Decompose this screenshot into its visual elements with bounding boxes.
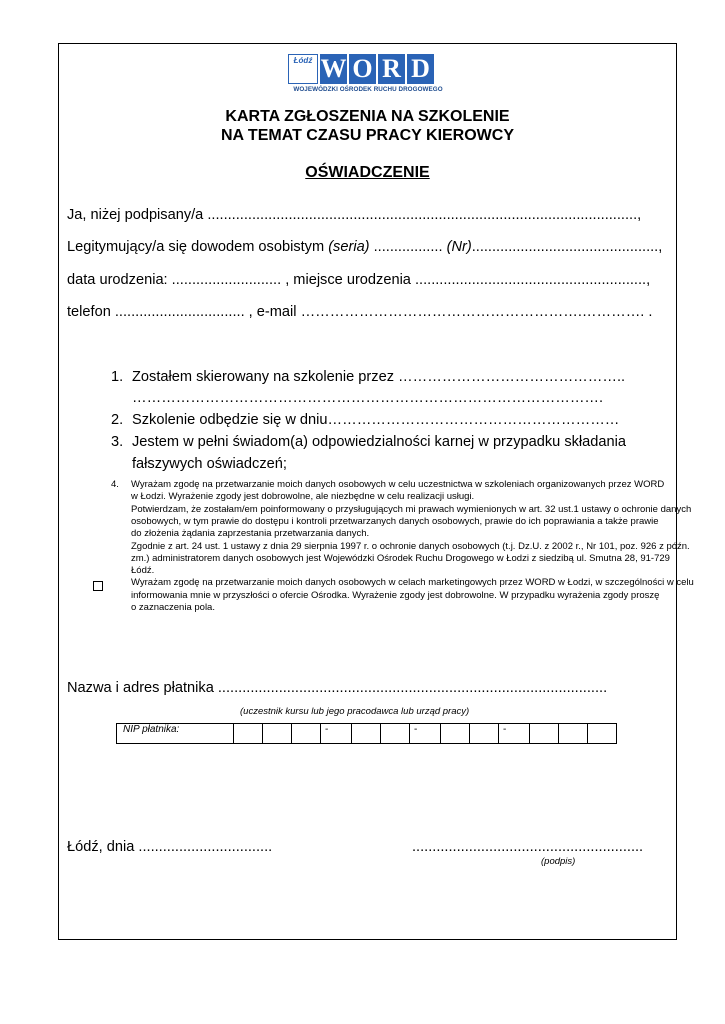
consent-line: w Łodzi. Wyrażenie zgody jest dobrowolne, ale niezbędne w celu realizacji usługi.: [131, 491, 475, 502]
nip-cell[interactable]: [234, 724, 263, 744]
id-label: Legitymujący/a się dowodem osobistym: [67, 239, 329, 255]
consent-line: osobowych, w tym prawie do dostępu i kontroli przetwarzanych danych osobowych, prawie do ich poprawiania a także prawie: [131, 516, 659, 527]
nip-separator: -: [410, 724, 441, 744]
place-date-field[interactable]: Łódź, dnia .................................: [67, 839, 273, 855]
id-nr-label: (Nr): [446, 239, 472, 255]
list-num-3: 3.: [111, 434, 124, 450]
logo-letters: [318, 54, 434, 84]
nip-label: NIP płatnika:: [117, 724, 234, 744]
list-item-1[interactable]: Zostałem skierowany na szkolenie przez ………………………………………..: [132, 369, 626, 385]
city-emblem: Łódź: [288, 54, 318, 84]
marketing-consent-checkbox[interactable]: [93, 581, 103, 591]
nip-table: [116, 723, 617, 744]
nip-cell[interactable]: [352, 724, 381, 744]
consent-line: Wyrażam zgodę na przetwarzanie moich danych osobowych w celach marketingowych przez WORD w Łodzi, w szczególności w celu: [131, 577, 694, 588]
form-title-line1: KARTA ZGŁOSZENIA NA SZKOLENIE: [225, 108, 510, 125]
logo-subtitle: WOJEWÓDZKI OŚRODEK RUCHU DROGOWEGO: [293, 86, 443, 93]
id-document-field[interactable]: [67, 239, 662, 255]
nip-cell[interactable]: [559, 724, 588, 744]
consent-line: zm.) administratorem danych osobowych jest Wojewódzki Ośrodek Ruchu Drogowego w Łodzi z siedzibą ul. Smutna 28, 91-729: [131, 553, 670, 564]
nip-cell[interactable]: [381, 724, 410, 744]
nip-separator: -: [499, 724, 530, 744]
consent-line: o zaznaczenia pola.: [131, 602, 215, 613]
consent-line: Łódź.: [131, 565, 155, 576]
list-num-1: 1.: [111, 369, 124, 385]
nip-cell[interactable]: [470, 724, 499, 744]
consent-line: informowania mnie w przyszłości o ofercie Ośrodka. Wyrażenie zgody jest dobrowolne. W przypadku wyrażenia zgody proszę: [131, 590, 660, 601]
id-seria-blank: .................: [369, 239, 447, 255]
payer-note: (uczestnik kursu lub jego pracodawca lub urząd pracy): [240, 706, 470, 717]
nip-cell[interactable]: [292, 724, 321, 744]
signature-line[interactable]: .........................................................: [412, 839, 644, 855]
logo-letter: W: [318, 54, 347, 84]
nip-cell[interactable]: [588, 724, 617, 744]
list-item-3: Jestem w pełni świadom(a) odpowiedzialności karnej w przypadku składania: [132, 434, 626, 450]
payer-name-field[interactable]: Nazwa i adres płatnika ................................................................................................: [67, 680, 608, 696]
id-seria-label: (seria): [328, 239, 370, 255]
name-field[interactable]: Ja, niżej podpisany/a ..........................................................................................................,: [67, 207, 642, 223]
nip-cell[interactable]: [263, 724, 292, 744]
list-item-3-cont: fałszywych oświadczeń;: [132, 456, 287, 472]
consent-num: 4.: [111, 479, 119, 490]
nip-cell[interactable]: [530, 724, 559, 744]
list-item-2[interactable]: Szkolenie odbędzie się w dniu……………………………………………………: [132, 412, 620, 428]
consent-line: do złożenia żądania zaprzestania przetwarzania danych.: [131, 528, 370, 539]
logo-letter: R: [376, 54, 405, 84]
contact-field[interactable]: telefon ................................ , e-mail ………………………………………………….…………. .: [67, 304, 653, 320]
consent-line: Zgodnie z art. 24 ust. 1 ustawy z dnia 29 sierpnia 1997 r. o ochronie danych osobowych (t.j. Dz.U. z 2002 r., Nr 101, poz. 926 z późn.: [131, 541, 690, 552]
nip-separator: -: [321, 724, 352, 744]
birth-field[interactable]: data urodzenia: ........................... , miejsce urodzenia .........................................................,: [67, 272, 651, 288]
logo-letter: D: [405, 54, 434, 84]
nip-cell[interactable]: [441, 724, 470, 744]
declaration-heading: OŚWIADCZENIE: [305, 164, 430, 181]
signature-label: (podpis): [541, 856, 576, 867]
word-logo: [288, 54, 448, 94]
consent-line: Wyrażam zgodę na przetwarzanie moich danych osobowych w celu uczestnictwa w szkoleniach organizowanych przez WORD: [131, 479, 665, 490]
logo-letter: O: [347, 54, 376, 84]
consent-line: Potwierdzam, że zostałam/em poinformowany o przysługujących mi prawach wymienionych w art. 32 ust.1 ustawy o ochronie danych: [131, 504, 692, 515]
form-title-line2: NA TEMAT CZASU PRACY KIEROWCY: [220, 127, 515, 144]
list-num-2: 2.: [111, 412, 124, 428]
id-nr-blank: ..............................................,: [471, 239, 663, 255]
list-item-1-cont[interactable]: …………………………………………………………………………………….: [132, 390, 604, 406]
